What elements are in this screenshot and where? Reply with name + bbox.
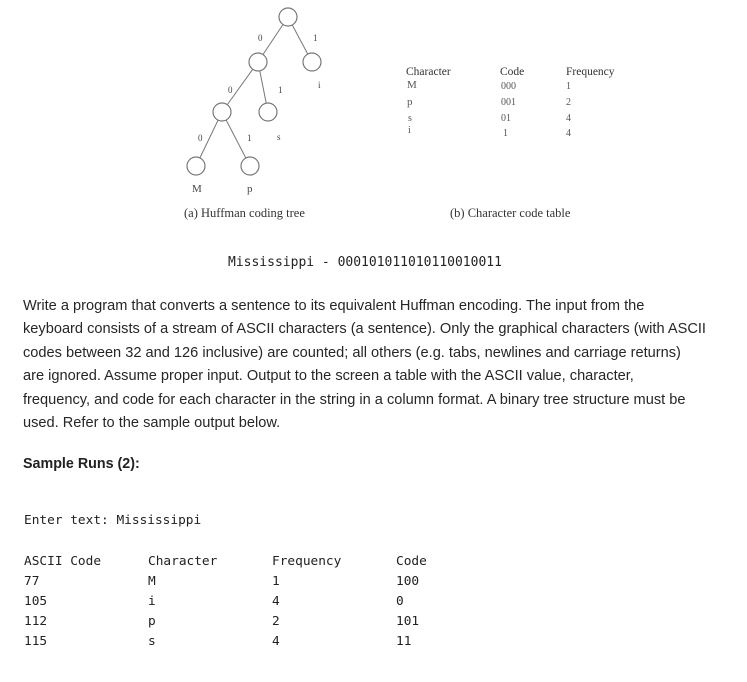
leaf-label: i xyxy=(318,80,321,90)
description-line: keyboard consists of a stream of ASCII characters (a sentence). Only the graphical characters (with ASCII xyxy=(23,321,706,338)
code-table-char: i xyxy=(408,125,411,136)
leaf-label: s xyxy=(277,132,281,142)
output-cell: s xyxy=(148,634,156,649)
edge-label: 0 xyxy=(258,33,263,43)
leaf-label: p xyxy=(247,183,253,195)
output-cell: 1 xyxy=(272,574,280,589)
code-table-frequency: 2 xyxy=(566,97,571,108)
code-table-frequency: 1 xyxy=(566,81,571,92)
output-cell: 112 xyxy=(24,614,48,629)
edge-label: 1 xyxy=(247,133,252,143)
description-line: Write a program that converts a sentence to its equivalent Huffman encoding. The input from the xyxy=(23,298,645,314)
tree-internal-node xyxy=(249,53,267,71)
tree-leaf-node xyxy=(259,103,277,121)
tree-root-node xyxy=(279,8,297,26)
output-cell: i xyxy=(148,594,156,609)
output-header-code: Code xyxy=(396,554,427,569)
code-table-header-code: Code xyxy=(500,66,525,78)
description-line: used. Refer to the sample output below. xyxy=(23,415,281,432)
output-cell: 4 xyxy=(272,594,280,609)
code-table-char: M xyxy=(407,79,417,91)
output-cell: 77 xyxy=(24,574,40,589)
output-cell: 105 xyxy=(24,594,48,609)
description-line: are ignored. Assume proper input. Output to the screen a table with the ASCII value, character, xyxy=(23,368,634,385)
tree-leaf-node xyxy=(187,157,205,175)
edge-label: 0 xyxy=(228,85,233,95)
tree-leaf-node xyxy=(241,157,259,175)
code-table-frequency: 4 xyxy=(566,113,571,124)
output-cell: 0 xyxy=(396,594,404,609)
edge-label: 1 xyxy=(313,33,318,43)
output-cell: 101 xyxy=(396,614,420,629)
output-cell: 2 xyxy=(272,614,280,629)
output-cell: p xyxy=(148,614,156,629)
sample-prompt: Enter text: Mississippi xyxy=(24,513,202,528)
code-table-char: p xyxy=(407,96,413,108)
edge-label: 1 xyxy=(278,85,283,95)
output-cell: 11 xyxy=(396,634,412,649)
output-header-character: Character xyxy=(148,554,218,569)
huffman-tree-diagram xyxy=(175,0,335,200)
code-table-header-character: Character xyxy=(406,66,451,78)
leaf-label: M xyxy=(192,183,202,195)
output-cell: 100 xyxy=(396,574,420,589)
code-table-char: s xyxy=(408,113,412,124)
output-cell: M xyxy=(148,574,156,589)
code-table-code: 000 xyxy=(501,81,516,92)
tree-internal-node xyxy=(213,103,231,121)
code-table-code: 001 xyxy=(501,97,516,108)
output-cell: 4 xyxy=(272,634,280,649)
output-header-ascii: ASCII Code xyxy=(24,554,102,569)
description-line: frequency, and code for each character in the string in a column format. A binary tree structure must be xyxy=(23,391,686,408)
output-cell: 115 xyxy=(24,634,48,649)
code-table-caption: (b) Character code table xyxy=(450,206,571,220)
code-table-header-frequency: Frequency xyxy=(566,66,615,78)
encoding-example: Mississippi - 000101011010110010011 xyxy=(228,255,502,270)
tree-leaf-node xyxy=(303,53,321,71)
edge-label: 0 xyxy=(198,133,203,143)
problem-description xyxy=(23,295,735,435)
code-table-code: 1 xyxy=(503,128,508,139)
output-header-frequency: Frequency xyxy=(272,554,342,569)
code-table-code: 01 xyxy=(501,113,511,124)
sample-runs-heading: Sample Runs (2): xyxy=(23,456,140,472)
code-table-frequency: 4 xyxy=(566,128,571,139)
description-line: codes between 32 and 126 inclusive) are counted; all others (e.g. tabs, newlines and carriage returns) xyxy=(23,344,681,361)
tree-caption: (a) Huffman coding tree xyxy=(184,206,305,220)
